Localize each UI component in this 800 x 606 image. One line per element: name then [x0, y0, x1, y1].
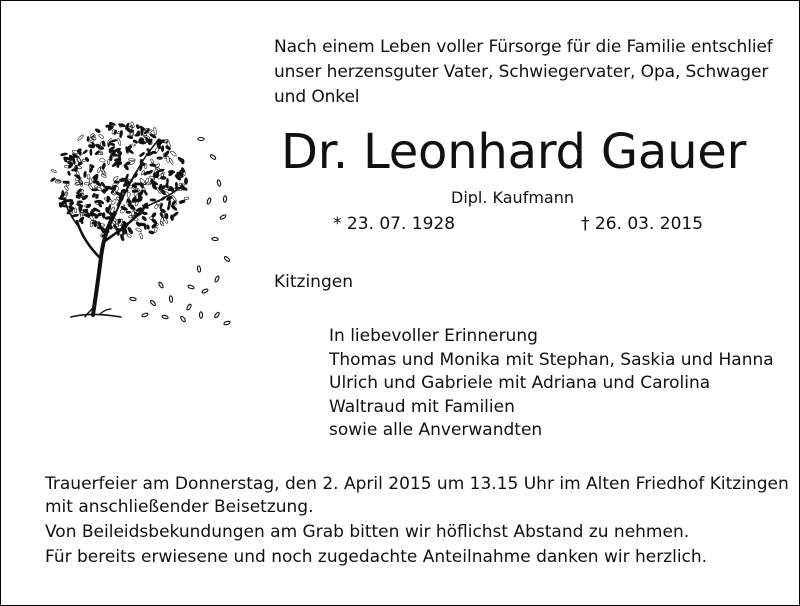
footer-line: mit anschließender Beisetzung. [45, 497, 314, 517]
place-name: Kitzingen [274, 272, 353, 292]
footer-line: Für bereits erwiesene und noch zugedachte Anteilnahme danken wir herzlich. [45, 547, 708, 567]
mourner-line: Ulrich und Gabriele mit Adriana und Carolina [329, 373, 711, 393]
mourner-line: sowie alle Anverwandten [329, 420, 543, 440]
mourner-line: In liebevoller Erinnerung [329, 326, 538, 346]
footer-line: Von Beileidsbekundungen am Grab bitten wir höflichst Abstand zu nehmen. [45, 522, 690, 542]
mourners-list [329, 325, 779, 443]
windblown-tree-icon [41, 109, 231, 334]
mourner-line: Thomas und Monika mit Stephan, Saskia und Hanna [329, 349, 774, 370]
intro-text [274, 35, 774, 110]
funeral-info [45, 473, 789, 569]
intro-line: Nach einem Leben voller Fürsorge für die Familie entschlief [274, 37, 773, 57]
mourner-line: Waltraud mit Familien [329, 396, 515, 417]
birth-date: * 23. 07. 1928 [333, 214, 456, 234]
intro-line: und Onkel [274, 87, 360, 107]
deceased-name: Dr. Leonhard Gauer [281, 124, 747, 180]
intro-line: unser herzensguter Vater, Schwiegervater, Opa, Schwager [274, 62, 769, 82]
footer-line: Trauerfeier am Donnerstag, den 2. April 2015 um 13.15 Uhr im Alten Friedhof Kitzingen [45, 474, 789, 494]
death-date: † 26. 03. 2015 [581, 214, 704, 234]
deceased-title: Dipl. Kaufmann [451, 188, 574, 207]
